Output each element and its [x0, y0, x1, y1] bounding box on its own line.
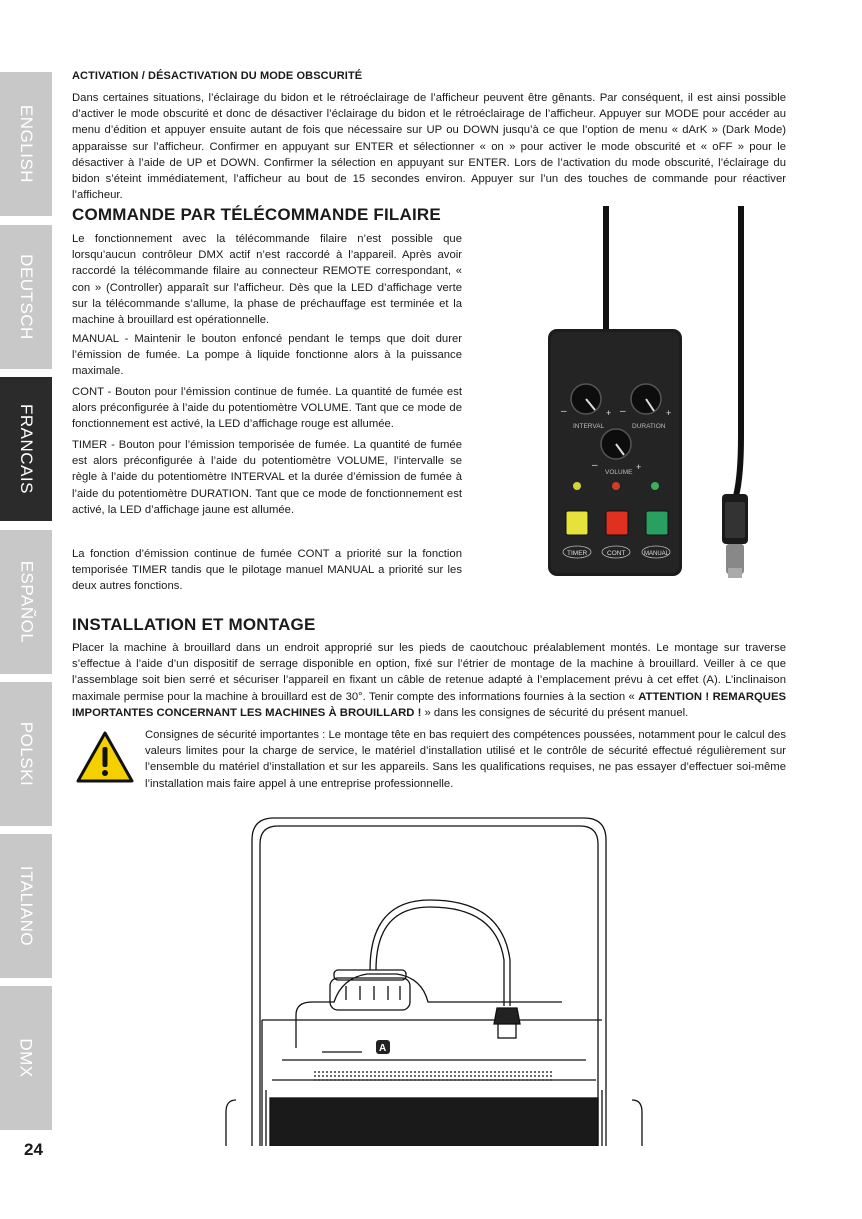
manual-label: MANUAL — [644, 551, 670, 557]
remote-heading: COMMANDE PAR TÉLÉCOMMANDE FILAIRE — [72, 205, 441, 224]
tab-dmx[interactable] — [0, 986, 52, 1130]
tab-deutsch[interactable] — [0, 225, 52, 369]
install-heading: INSTALLATION ET MONTAGE — [72, 615, 316, 634]
install-text-after: » dans les consignes de sécurité du présent manuel. — [424, 706, 689, 719]
tab-label: DMX — [17, 1038, 36, 1078]
marker-a: A — [379, 1043, 387, 1054]
knob-minus: – — [620, 406, 626, 417]
tab-label: POLSKI — [17, 721, 37, 787]
knob-minus: – — [561, 406, 567, 417]
remote-paragraph-cont: CONT - Bouton pour l’émission continue de fumée. La quantité de fumée est alors préconfigurée à l’aide du potentiomètre VOLUME. Tant que ce mode de fonctionnement est activé, la LED d’affichage rouge est allumée. — [72, 386, 462, 431]
fog-machine-illustration — [222, 810, 646, 1146]
tab-italiano[interactable] — [0, 834, 52, 978]
remote-control-illustration — [548, 206, 764, 586]
warning-icon — [75, 730, 135, 784]
tab-francais[interactable] — [0, 377, 52, 521]
tab-espanol[interactable] — [0, 530, 52, 674]
dark-mode-heading: ACTIVATION / DÉSACTIVATION DU MODE OBSCURITÉ — [72, 70, 363, 82]
tab-label: ESPAÑOL — [17, 560, 36, 644]
interval-label: INTERVAL — [573, 423, 605, 430]
remote-paragraph-timer: TIMER - Bouton pour l’émission temporisée de fumée. La quantité de fumée est alors préconfigurée à l’aide du potentiomètre VOLUME, l’intervalle se règle à l’aide du potentiomètre INTERVAL et la durée d’émission de fumée à l’aide du potentiomètre DURATION. Tant que ce mode de fonctionnement est activé, la LED d’affichage jaune est allumée. — [72, 439, 462, 516]
volume-label: VOLUME — [605, 469, 633, 476]
tab-polski[interactable] — [0, 682, 52, 826]
knob-plus: + — [666, 408, 672, 418]
tab-label: ITALIANO — [17, 865, 37, 947]
dark-mode-text: Dans certaines situations, l’éclairage du bidon et le rétroéclairage de l’afficheur peuvent être gênants. Par conséquent, il est ainsi possible d’activer le mode obscurité et donc de désactiver l’éclairage du bidon et le rétroéclairage de l’afficheur. Appuyer sur MODE pour accéder au menu d’édition et appuyer ensuite autant de fois que nécessaire sur UP ou DOWN jusqu’à ce que l’option de menu « dArK » (Dark Mode) apparaisse sur l’afficheur. Confirmer en appuyant sur ENTER et sélectionner « on » pour activer le mode obscurité et « oFF » pour le désactiver à l’aide de UP et DOWN. Confirmer la sélection en appuyant sur ENTER. Lors de l’activation du mode obscurité, l’éclairage du bidon s’éteint immédiatement, l’afficheur au bout de 15 secondes environ. Appuyer sur l’un des touches de commande pour réactiver l’afficheur. — [72, 92, 786, 202]
page-number: 24 — [24, 1140, 43, 1159]
knob-plus: + — [636, 462, 642, 472]
warning-text: Consignes de sécurité importantes : Le montage tête en bas requiert des compétences poussées, notamment pour le calcul des valeurs limites pour la charge de service, le matériel d’installation utilisé et le contrôle de sécurité effectué régulièrement sur l’ensemble du matériel d’installation et sur les appareils. Sans les qualifications requises, ne pas essayer d’effectuer soi-même l’installation mais faire appel à une entreprise professionnelle. — [145, 729, 786, 790]
knob-plus: + — [606, 408, 612, 418]
install-text-bold: ATTENTION ! REMARQUES IMPORTANTES CONCERNANT LES MACHINES À BROUILLARD ! — [72, 690, 787, 719]
remote-paragraph-1: Le fonctionnement avec la télécommande filaire n’est possible que lorsqu’aucun contrôleur DMX actif n’est raccordé à l’appareil. Après avoir raccordé la télécommande filaire au connecteur REMOTE correspondant, « con » (Controller) apparaît sur l’afficheur. Dès que la LED d’affichage verte sur la télécommande s’allume, la phase de préchauffage est terminée et la machine à brouillard est opérationnelle. — [72, 233, 462, 327]
install-text — [72, 640, 786, 721]
timer-label: TIMER — [567, 550, 588, 557]
remote-paragraph-manual: MANUAL - Maintenir le bouton enfoncé pendant le temps que doit durer l’émission de fumée. La pompe à liquide fonctionne alors à la puissance maximale. — [72, 333, 462, 378]
duration-label: DURATION — [632, 423, 666, 430]
tab-label: DEUTSCH — [17, 254, 37, 340]
install-text-before: Placer la machine à brouillard dans un endroit approprié sur les pieds de caoutchouc préalablement montés. Le montage sur traverse s’effectue à l’aide d’un dispositif de serrage disponible en option, fixé sur l’étrier de montage de la machine à brouillard. Veiller à ce que l’assemblage soit bien serré et sécuriser l’appareil en fixant un câble de retenue adapté à l’emplacement prévu à cet effet (A). L’inclinaison maximale permise pour la machine à brouillard est de 30°. Tenir compte des informations fournies à la section « — [72, 642, 786, 703]
knob-minus: – — [592, 460, 598, 471]
tab-label: ENGLISH — [17, 104, 37, 184]
tab-english[interactable] — [0, 72, 52, 216]
tab-label: FRANCAIS — [17, 404, 36, 494]
cont-label: CONT — [607, 550, 626, 557]
remote-paragraph-priority: La fonction d’émission continue de fumée CONT a priorité sur la fonction temporisée TIMER tandis que le pilotage manuel MANUAL a priorité sur les deux autres fonctions. — [72, 548, 462, 593]
